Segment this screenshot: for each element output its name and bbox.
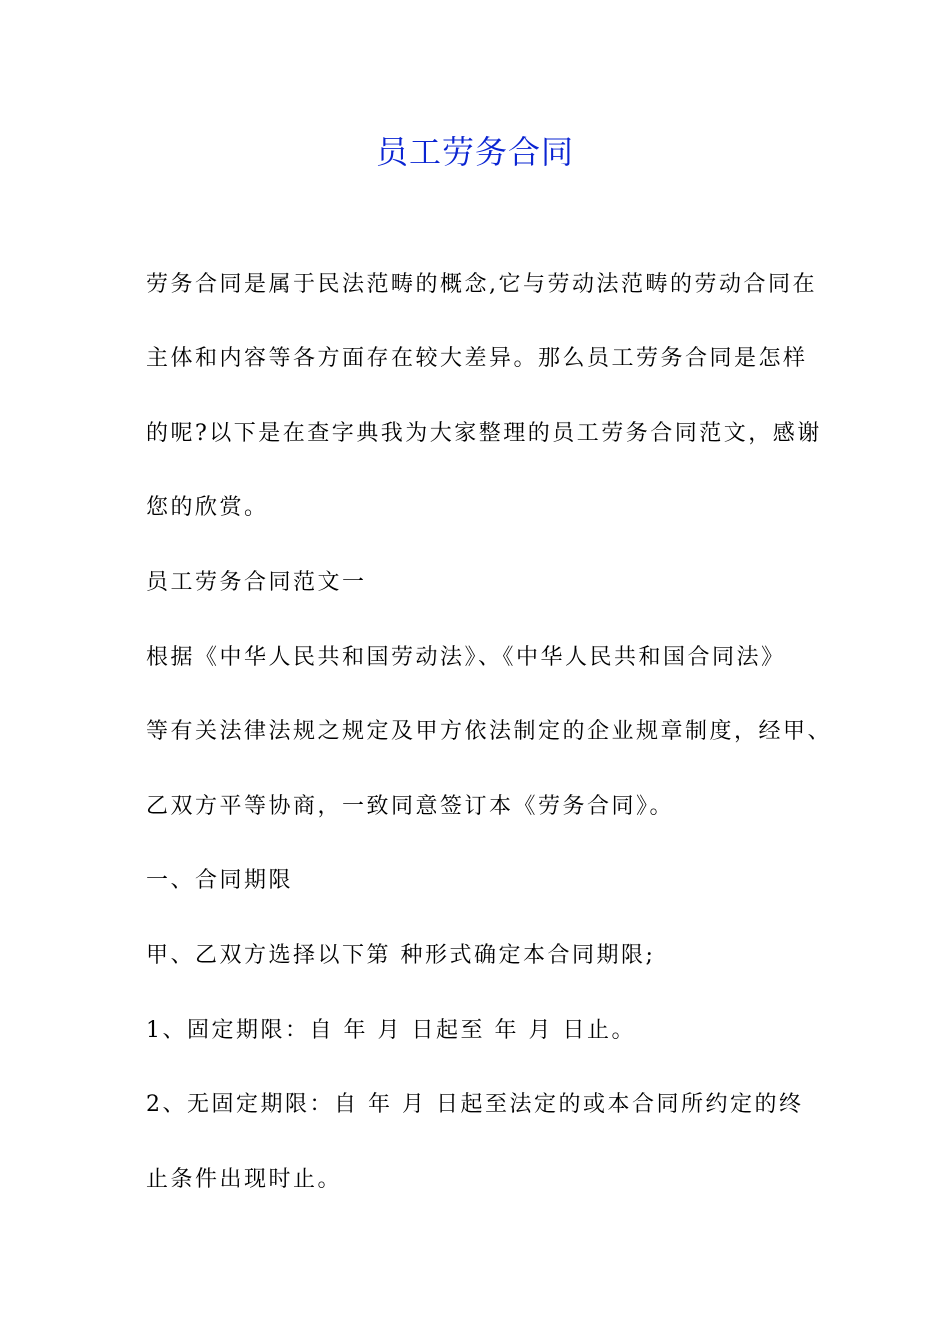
body-line-fixed-term: 1、固定期限：自 年 月 日起至 年 月 日止。 (146, 1018, 636, 1043)
clause-heading-contract-term: 一、合同期限 (146, 868, 294, 893)
body-line-intro-2: 主体和内容等各方面存在较大差异。那么员工劳务合同是怎样 (146, 346, 808, 371)
document-title: 员工劳务合同 (375, 133, 574, 171)
body-line-intro-4: 您的欣赏。 (146, 495, 269, 520)
body-line-preamble-2: 等有关法律法规之规定及甲方依法制定的企业规章制度，经甲、 (146, 719, 833, 744)
body-line-term-choice: 甲、乙双方选择以下第 种形式确定本合同期限; (146, 943, 656, 968)
section-heading-sample-one: 员工劳务合同范文一 (146, 570, 367, 595)
body-line-open-term-2: 止条件出现时止。 (146, 1167, 343, 1192)
body-line-preamble-3: 乙双方平等协商，一致同意签订本《劳务合同》。 (146, 794, 675, 819)
body-line-open-term-1: 2、无固定期限：自 年 月 日起至法定的或本合同所约定的终 (146, 1092, 804, 1117)
body-line-intro-3: 的呢?以下是在查字典我为大家整理的员工劳务合同范文，感谢 (146, 421, 822, 446)
body-line-intro-1: 劳务合同是属于民法范畴的概念,它与劳动法范畴的劳动合同在 (146, 272, 817, 297)
body-line-preamble-1: 根据《中华人民共和国劳动法》、《中华人民共和国合同法》 (146, 645, 786, 670)
